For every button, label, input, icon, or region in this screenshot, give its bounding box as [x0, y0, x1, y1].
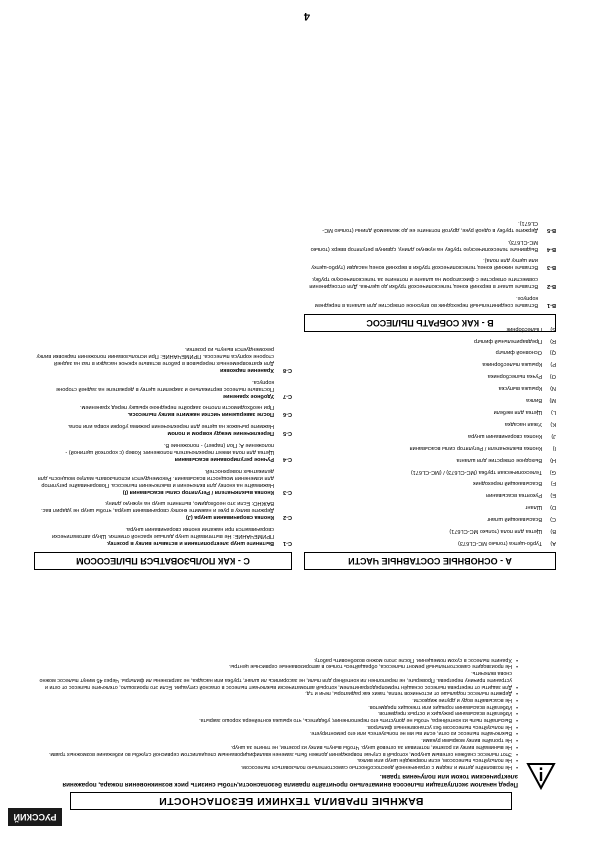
step-text: Щетка для пола имеет переключатель положения: Ковер (с короткой щетиной) - положение A; Пол (паркет) - положение B. [65, 442, 274, 456]
step-text: Нажимайте на кнопку для включения и выключения пылесоса. Поворачивайте регулятор для изменения мощности всасывания. Рекомендуется использовать малую мощность для деликатных поверхностей. [37, 467, 274, 488]
part-letter: S) [550, 325, 556, 332]
safety-rule: • Для защиты от перегрева пылесос оснащён термопредохранителем, который автоматически выключает пылесос в опасной ситуации. Если это произошло, отключите пылесос от сети и устраните причину перегрева. Проверьте, не переполнен ли контейнер для пыли, не засорились ли шланг, трубка или насадка, не загрязнены ли фильтры. Через 45 минут пылесос можно снова включить. [38, 669, 518, 689]
part-letter: R) [550, 337, 556, 344]
assembly-step [306, 238, 556, 252]
step-text: Вставьте соединительный переходник во впускное отверстие для шланга в переднем корпусе. [314, 295, 538, 308]
part-letter: E) [550, 492, 556, 499]
part-letter: N) [550, 385, 556, 392]
part-name: Вилка [526, 397, 542, 404]
safety-rule: • Храните пылесос в сухом помещении. После этого можно возобновить работу. [38, 656, 518, 663]
step-heading: Кнопка выключателя / Регулятор силы всасывания (I) [122, 488, 274, 495]
step-heading: Хранение парковки [220, 366, 274, 373]
step-text: Для кратковременных перерывов в работе вставьте крючок насадки в паз на задней стороне корпуса пылесоса. ПРИМЕЧАНИЕ: При использовании положения парковки вилку рекомендуется вынуть из розетки. [36, 346, 274, 366]
usage-step [36, 345, 292, 373]
section-c-title: C - КАК ПОЛЬЗОВАТЬСЯ ПЫЛЕСОСОМ [34, 552, 292, 570]
section-b-title: B - КАК СОБРАТЬ ПЫЛЕСОС [304, 314, 556, 332]
safety-lead: Перед началом эксплуатации пылесоса внимательно прочитайте правила безопасности,чтобы снизить риск возникновения пожара, поражения электрическим током или получения травм. [62, 773, 518, 788]
section-b-body [306, 214, 556, 308]
step-number: B-2 [546, 283, 556, 290]
part-item [306, 420, 556, 427]
safety-rule: • Не производите самостоятельный ремонт пылесоса, обращайтесь только в авторизованные сервисные центры. [38, 663, 518, 670]
step-text: Вставьте нижний конец телескопической трубки в верхний конец насадки (турбо-щетку или щетку для пола). [311, 257, 538, 271]
warning-icon [526, 762, 556, 790]
part-name: Всасывающий переходник [473, 480, 542, 487]
step-number: B-5 [546, 226, 556, 233]
part-name: Ручка пылесборника [487, 373, 542, 380]
step-number: B-1 [546, 302, 556, 308]
part-name: Крышка выпуска [498, 385, 542, 392]
step-heading: Ручное регулирование всасывания [174, 455, 274, 462]
part-item [306, 527, 556, 534]
step-heading: Переключение между ковром и полом [167, 430, 274, 437]
part-letter: B) [550, 528, 556, 535]
step-number: C-4 [282, 455, 292, 462]
assembly-step [306, 257, 556, 271]
safety-rule: • Этот пылесос снабжен сетевым шнуром, который в случае повреждения должен быть заменен квалифицированным специалистом сервисной службы во избежание возможных травм. [38, 750, 518, 757]
part-item [306, 444, 556, 451]
assembly-step [306, 219, 556, 233]
part-item [306, 408, 556, 415]
safety-rule: • Не позволяйте детям и людям с ограниченной дееспособностью самостоятельно пользоваться пылесосом. [38, 763, 518, 770]
step-number: B-4 [546, 245, 556, 252]
part-item [306, 337, 556, 344]
part-name: Турбо-щетка (только МС-CL673) [458, 540, 542, 546]
usage-step [36, 378, 292, 399]
part-item [306, 539, 556, 546]
part-item [306, 515, 556, 522]
part-name: Кнопка выключателя / Регулятор силы всасывания [409, 444, 542, 451]
part-letter: L) [551, 409, 556, 416]
safety-rule: • Избегайте всасывания режущих и острых предметов. [38, 710, 518, 717]
step-number: C-2 [282, 514, 292, 521]
page-number: 4 [303, 10, 310, 22]
part-letter: H) [550, 456, 556, 463]
step-heading: Вытяните шнур электропитания и вставьте вилку в розетку. [106, 540, 274, 546]
safety-rule: • Не пользуйтесь пылесосом без установленных фильтров. [38, 723, 518, 730]
section-a-body [306, 320, 556, 546]
usage-step [36, 500, 292, 521]
part-name: Шланг [525, 504, 542, 511]
part-item [306, 432, 556, 439]
step-heading: После завершения чистки нажмите вилку пылесоса. [127, 411, 274, 418]
part-letter: I) [552, 444, 556, 451]
part-name: Основной фильтр [495, 349, 542, 356]
usage-step [36, 404, 292, 418]
part-name: Выходное отверстие для шланга [456, 456, 542, 463]
step-number: C-1 [282, 540, 292, 546]
step-text: Поставьте пылесос вертикально и закрепите щетку в держателе на задней стороне корпуса. [56, 378, 274, 392]
step-number: C-7 [282, 392, 292, 399]
part-letter: F) [550, 480, 556, 487]
section-a-title: A - ОСНОВНЫЕ СОСТАВНЫЕ ЧАСТИ [304, 552, 556, 570]
safety-rule: • Держите пылесос подальше от источников тепла, таких как радиаторы, печи и т.д. [38, 690, 518, 697]
part-letter: P) [550, 361, 556, 368]
part-item [306, 384, 556, 391]
part-letter: K) [550, 420, 556, 427]
part-name: Кнопка сворачивания шнура [467, 432, 542, 439]
safety-rule: • Не трогайте вилку мокрыми руками. [38, 736, 518, 743]
usage-step [36, 441, 292, 462]
step-text: Вставьте шланг в верхний конец телескопической трубки до щелчка. Для отсоединения совместите отверстие с фиксатором на шланге и потяните за телескопическую трубку. [309, 276, 538, 290]
part-item [306, 468, 556, 475]
part-letter: D) [550, 504, 556, 511]
part-name: Щетка для пола (только МС-CL671) [449, 528, 542, 535]
part-name: Крышка пылесборника [482, 361, 542, 368]
step-text: Держите трубку в одной руке, другой потяните ее до желаемой длины (только МС-CL671). [322, 219, 538, 233]
part-item [306, 349, 556, 356]
safety-title: ВАЖНЫЕ ПРАВИЛА ТЕХНИКИ БЕЗОПАСНОСТИ [70, 792, 512, 810]
part-letter: J) [551, 432, 556, 439]
usage-step [36, 525, 292, 546]
step-number: B-3 [546, 264, 556, 271]
part-letter: Q) [549, 349, 556, 356]
safety-rule: • Выключайте пылесос из сети, если вы им не пользуетесь или его ремонтируете. [38, 730, 518, 737]
part-item [306, 491, 556, 498]
part-name: Телескопическая трубка (МС-CL673) / (МС-CL671) [410, 468, 542, 475]
step-heading: Кнопка сворачивания шнура (J) [185, 514, 274, 521]
part-letter: A) [550, 540, 556, 546]
part-name: Предварительный фильтр [473, 337, 542, 344]
parts-list [306, 325, 556, 546]
safety-rule: • Избегайте всасывания горящих или тлеющих предметов. [38, 703, 518, 710]
step-text: Выдвиньте телескопическую трубку на нужную длину, сдвинув регулятор вверх (только МС-CL673). [310, 238, 538, 252]
part-name: Рукоятка всасывания [486, 492, 542, 499]
step-number: C-5 [282, 430, 292, 437]
step-number: C-8 [282, 366, 292, 373]
safety-rule: • Не пользуйтесь пылесосом, если повреждён шнур или вилка. [38, 757, 518, 764]
safety-rules-list [38, 656, 518, 770]
part-name: Щетка для мебели [493, 409, 542, 416]
part-name: Всасывающий шланг [486, 516, 542, 523]
part-name: Пылесборник [506, 325, 542, 332]
part-letter: O) [549, 373, 556, 380]
language-tab: РУССКИЙ [8, 808, 62, 826]
usage-step [36, 422, 292, 436]
part-item [306, 456, 556, 463]
part-item [306, 361, 556, 368]
section-c-body [36, 340, 292, 546]
assembly-step [306, 275, 556, 289]
part-item [306, 503, 556, 510]
part-item [306, 396, 556, 403]
part-letter: C) [550, 516, 556, 523]
part-letter: M) [549, 397, 556, 404]
safety-rule: • Высыпайте пыль из контейнера, чтобы не допустить его переполнения; убедитесь, что крышка контейнера хорошо закрыта. [38, 716, 518, 723]
part-item [306, 480, 556, 487]
step-heading: Удобное хранение [222, 392, 274, 399]
assembly-step [306, 294, 556, 308]
part-item [306, 372, 556, 379]
step-text: ПРИМЕЧАНИЕ: Не вытягивайте шнур дальше красной отметки. Шнур автоматически сворачивается при нажатии кнопки сворачивания шнура. [52, 526, 274, 540]
step-text: Держите вилку в руке и нажмите кнопку сворачивания шнура, чтобы шнур не ударил вас. ВАЖНО: Если это необходимо, вытяните шнур на нужную длину. [41, 500, 274, 514]
part-letter: G) [549, 468, 556, 475]
safety-rule: • Не вынимайте вилку из розетки, потягивая за сетевой шнур. Чтобы вынуть вилку из розетки, не тяните за шнур. [38, 743, 518, 750]
step-number: C-3 [282, 488, 292, 495]
part-name: Узкая насадка [504, 420, 542, 427]
step-text: Нажмите рычажок на щетке для переключения режима уборки ковра или пола. [67, 423, 274, 430]
usage-step [36, 467, 292, 495]
step-number: C-6 [282, 411, 292, 418]
safety-rule: • Не всасывайте воду и другие жидкости. [38, 696, 518, 703]
step-text: При необходимости плотно закройте переднюю крышку перед хранением. [79, 404, 274, 411]
